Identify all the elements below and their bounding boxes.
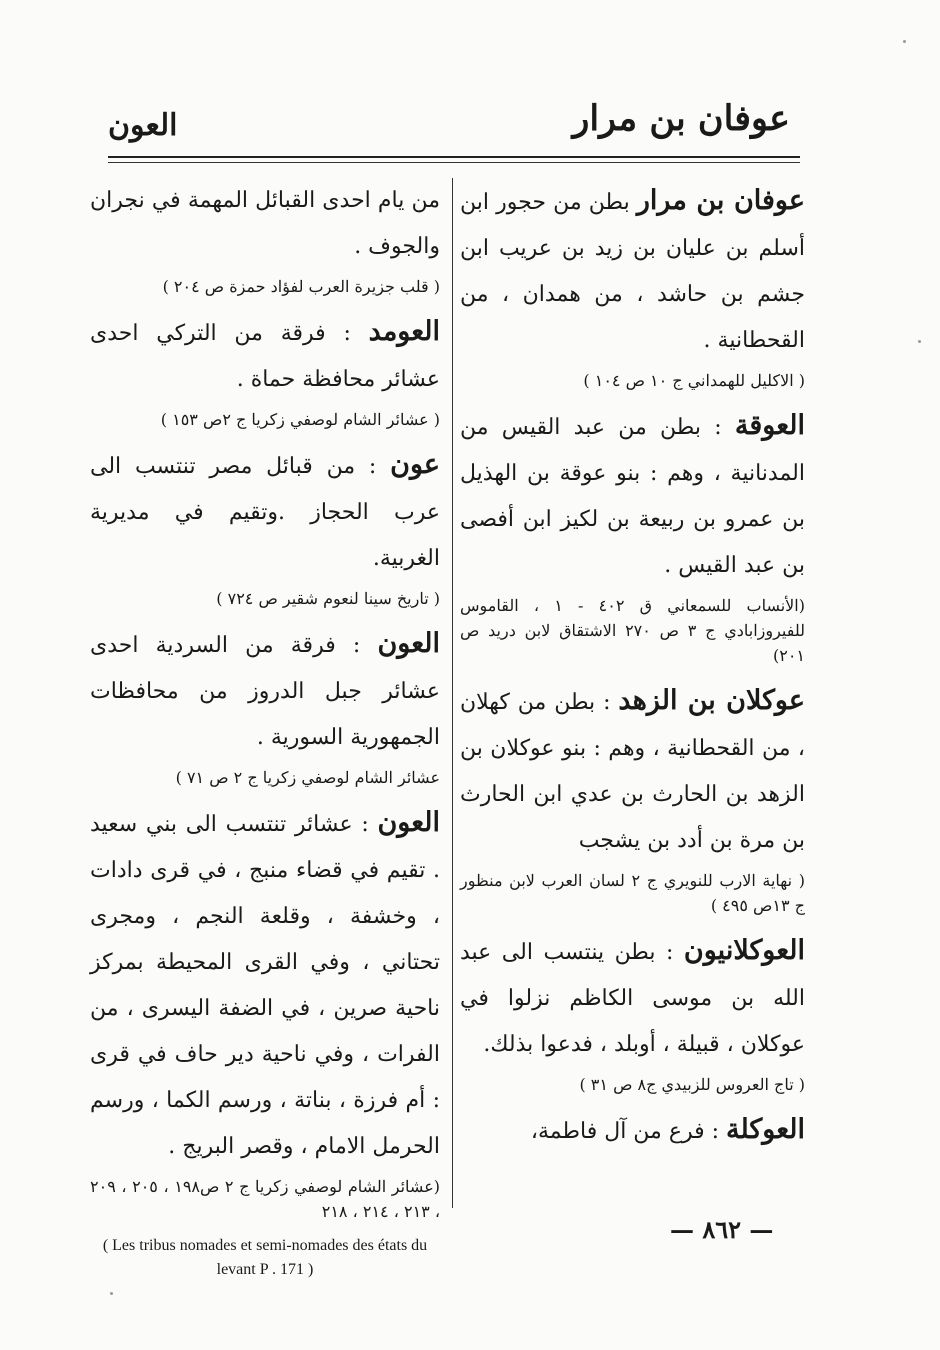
running-title-right: عوفان بن مرار [572,98,790,139]
entry-reference: ( نهاية الارب للنويري ج ٢ لسان العرب لابن منظور ج ١٣ص ٤٩٥ ) [460,871,805,915]
page-number: — ٨٦٢ — [670,1215,774,1244]
entry [460,403,805,668]
entry [90,442,440,611]
entry-reference: ( الاكليل للهمداني ج ١٠ ص ١٠٤ ) [583,371,805,390]
entry-headword: عون [390,449,440,480]
right-column [460,178,805,1155]
header-rule-thin [108,162,800,163]
entry [460,1107,805,1155]
entry-reference: ( تاج العروس للزبيدي ج٨ ص ٣١ ) [579,1075,805,1094]
entry-text: : بطن من كهلان ، من القحطانية ، وهم : بنو عوكلان بن الزهد بن الحارث بن عدي ابن الحارث بن مرة بن أدد بن يشجب [460,690,805,853]
entry [460,178,805,393]
running-title-left: العون [108,108,178,143]
entry-headword: العون [377,807,440,838]
entry [460,678,805,918]
entry-headword: العون [377,628,440,659]
entry [90,178,440,299]
entry-headword: عوفان بن مرار [636,185,805,216]
entry-reference: (الأنساب للسمعاني ق ٤٠٢ - ١ ، القاموس للفيروزابادي ج ٣ ص ٢٧٠ الاشتقاق لابن دريد ص ٢٠١) [460,596,806,665]
entry [90,800,440,1224]
entry-text: : من قبائل مصر تنتسب الى عرب الحجاز .وتقيم في مديرية الغربية. [90,454,440,571]
entry-headword: العومد [368,316,441,347]
entry-reference: عشائر الشام لوصفي زكريا ج ٢ ص ٧١ ) [175,768,440,787]
column-divider [452,178,453,1208]
scan-speck [110,1292,113,1295]
entry-headword: العوقة [734,410,805,441]
entry-text: : فرقة من السردية احدى عشائر جبل الدروز من محافظات الجمهورية السورية . [90,633,440,750]
entry-text: : بطن من عبد القيس من المدنانية ، وهم : بنو عوقة بن الهذيل بن عمرو بن ربيعة بن لكيز ابن أفصى بن عبد القيس . [460,415,805,578]
entry-reference: ( عشائر الشام لوصفي زكريا ج ٢ص ١٥٣ ) [160,410,440,429]
entry-reference: ( تاريخ سينا لنعوم شقير ص ٧٢٤ ) [216,589,440,608]
left-column [90,178,440,1282]
scan-speck [903,40,906,43]
entry-headword: العوكلة [726,1114,805,1145]
scan-speck [918,340,921,343]
entry-headword: عوكلان بن الزهد [618,685,805,716]
entry-reference: (عشائر الشام لوصفي زكريا ج ٢ ص١٩٨ ، ٢٠٥ ، ٢٠٩ ، ٢١٣ ، ٢١٤ ، ٢١٨ [90,1177,440,1221]
entry [90,309,440,432]
entry [460,928,805,1097]
entry-text: : عشائر تنتسب الى بني سعيد . تقيم في قضاء منبج ، في قرى دادات ، وخشفة ، وقلعة النجم ، ومجرى تحتاني ، وفي القرى المحيطة بمركز ناحية صرين ، في الضفة اليسرى ، من الفرات ، وفي ناحية دير حاف في قرى : أم فرزة ، بناتة ، ورسم الكما ، ورسم الحرمل الامام ، وقصر البريج . [90,812,440,1159]
entry-text: : فرع من آل فاطمة، [530,1119,720,1144]
entry-text: : بطن ينتسب الى عبد الله بن موسى الكاظم نزلوا في عوكلان ، قبيلة ، أوبلد ، فدعوا بذلك. [460,940,805,1057]
entry-headword: العوكلانيون [683,935,805,966]
entry-reference: ( قلب جزيرة العرب لفؤاد حمزة ص ٢٠٤ ) [162,277,440,296]
entry-text: بطن من حجور ابن أسلم بن عليان بن زيد بن عريب ابن جشم بن حاشد ، من همدان ، من القحطانية . [460,190,805,353]
french-reference: ( Les tribus nomades et semi-nomades des états du levant P . 171 ) [102,1237,428,1278]
entry-text: : فرقة من التركي احدى عشائر محافظة حماة . [90,321,440,392]
entry-text: من يام احدى القبائل المهمة في نجران والجوف . [90,188,440,259]
entry [90,621,440,790]
header-rule [108,156,800,158]
